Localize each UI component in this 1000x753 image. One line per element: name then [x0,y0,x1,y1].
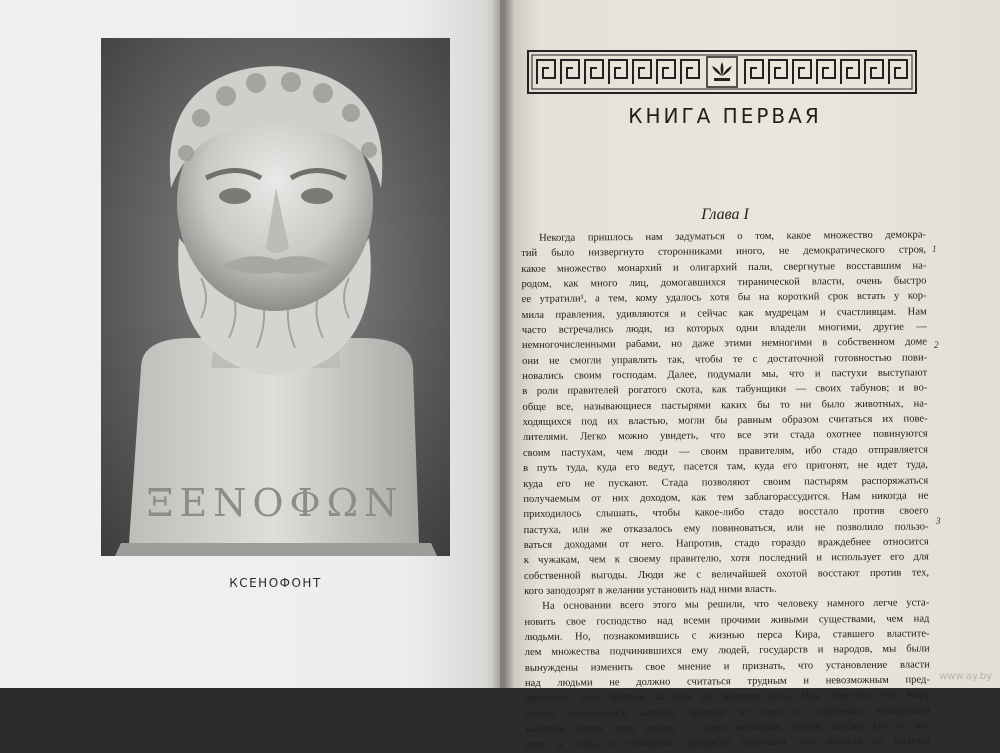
watermark: www.ay.by [939,671,992,682]
text-line: новались своим господам. Далее, подумали мы, что и пастухи выступают [522,367,928,383]
xenophon-bust-image [101,38,450,556]
text-line: Некогда пришлось нам задуматься о том, какое множество демокра- [539,229,927,244]
text-line: обще все, называющиеся пастырями каких бы то ни было животных, на- [522,398,928,413]
portrait-plate [101,38,450,556]
text-line: дели в глаза, а четвертые прекрасно понимали, что никогда не получат [525,735,931,751]
chapter-title: Глава I [701,206,749,223]
text-line: родом, как много лиц, домогавшихся тиранической власти, очень быстро [521,275,927,291]
text-line: своим пастухам, чем люди — своим правителям, ибо стадо отправляется [522,444,928,459]
text-line: приятием, если браться за него со знанием дела. Нам известно, что Киру [525,689,931,705]
text-line: мила правления, удивляются и сейчас как мудрецам и счастливцам. Нам [521,306,927,321]
text-line: какое множество монархий и олигархий пали, свергнутые восставшим на- [521,260,927,275]
text-line: многими днями пути, другие — даже месяцами, третьи вообще его не ви- [525,720,931,735]
portrait-caption: КСЕНОФОНТ [229,576,322,590]
margin-number: 3 [936,516,941,526]
text-line: они не смогли управлять так, чтобы те с достаточной готовностью пови- [522,352,928,367]
text-line: ее утратили¹, а тем, кому удалось хотя бы на короткий срок встать у кор- [521,290,927,306]
chapter-body-text [521,227,931,752]
text-line: ходящихся под их властью, могли бы равным образом считаться их пове- [522,413,928,429]
text-line: немногочисленными рабами, но даже этими немногими в собственном доме [521,336,928,352]
text-line: в путь туда, куда его ведут, пасется там, куда его пригонят, не идет туда, [523,459,929,475]
text-line: кого заподозрят в желании установить над ними власть. [524,583,777,597]
text-line: тий было низвергнуто сторонниками иного, не демократического строя, [521,244,927,260]
text-line: охотно подчинялись народы, жившие от него в отдалении, измеряемом [525,705,931,720]
text-line: новить свое господство над всеми прочими живыми существами, чем над [524,613,930,628]
text-line: куда его не пускают. Стада позволяют своим пастырям распоряжаться [523,474,929,490]
text-line: вынуждены изменить свое мнение и признать, что установление власти [524,659,930,674]
bust-inscription: ΞΕΝΟΦΩΝ [146,481,404,525]
text-line: к чужакам, чем к своему правителю, хотя последний и использует его для [523,551,929,567]
text-line: приходилось слышать, чтобы какое-либо стадо восстало против своего [523,505,929,521]
text-line: часто встречались люди, из которых одни владели многими, другие — [521,321,927,337]
text-line: лителями. Легко можно увидеть, что все эти стада охотнее повинуются [522,428,928,444]
margin-number: 2 [934,340,939,350]
book-title: КНИГА ПЕРВАЯ [628,104,822,128]
text-line: ваться доходами от него. Напротив, стадо гораздо враждебнее относится [523,536,929,551]
margin-number: 1 [932,244,937,254]
text-line: в роли правителей рогатого скота, как табунщики — своих табунов; и во- [522,382,928,398]
text-line: лем множества подчинившихся ему людей, государств и народов, мы были [524,643,930,659]
text-line: людьми. Но, познакомившись с жизнью перса Кира, ставшего властите- [524,628,930,643]
meander-ornament [527,50,917,94]
text-line: получаемым от них доходом, как тем заблагорассудится. Нам никогда не [523,490,929,505]
text-line: над людьми не должно считаться трудным и невозможным пред- [524,674,930,689]
text-line: пастуха, или же отказалось ему повиноваться, или не позволило пользо- [523,520,929,536]
text-line: На основании всего этого мы решили, что человеку намного легче уста- [542,597,930,613]
text-line: собственной выгоды. Люди же с величайшей охотой восстают против тех, [523,567,930,582]
